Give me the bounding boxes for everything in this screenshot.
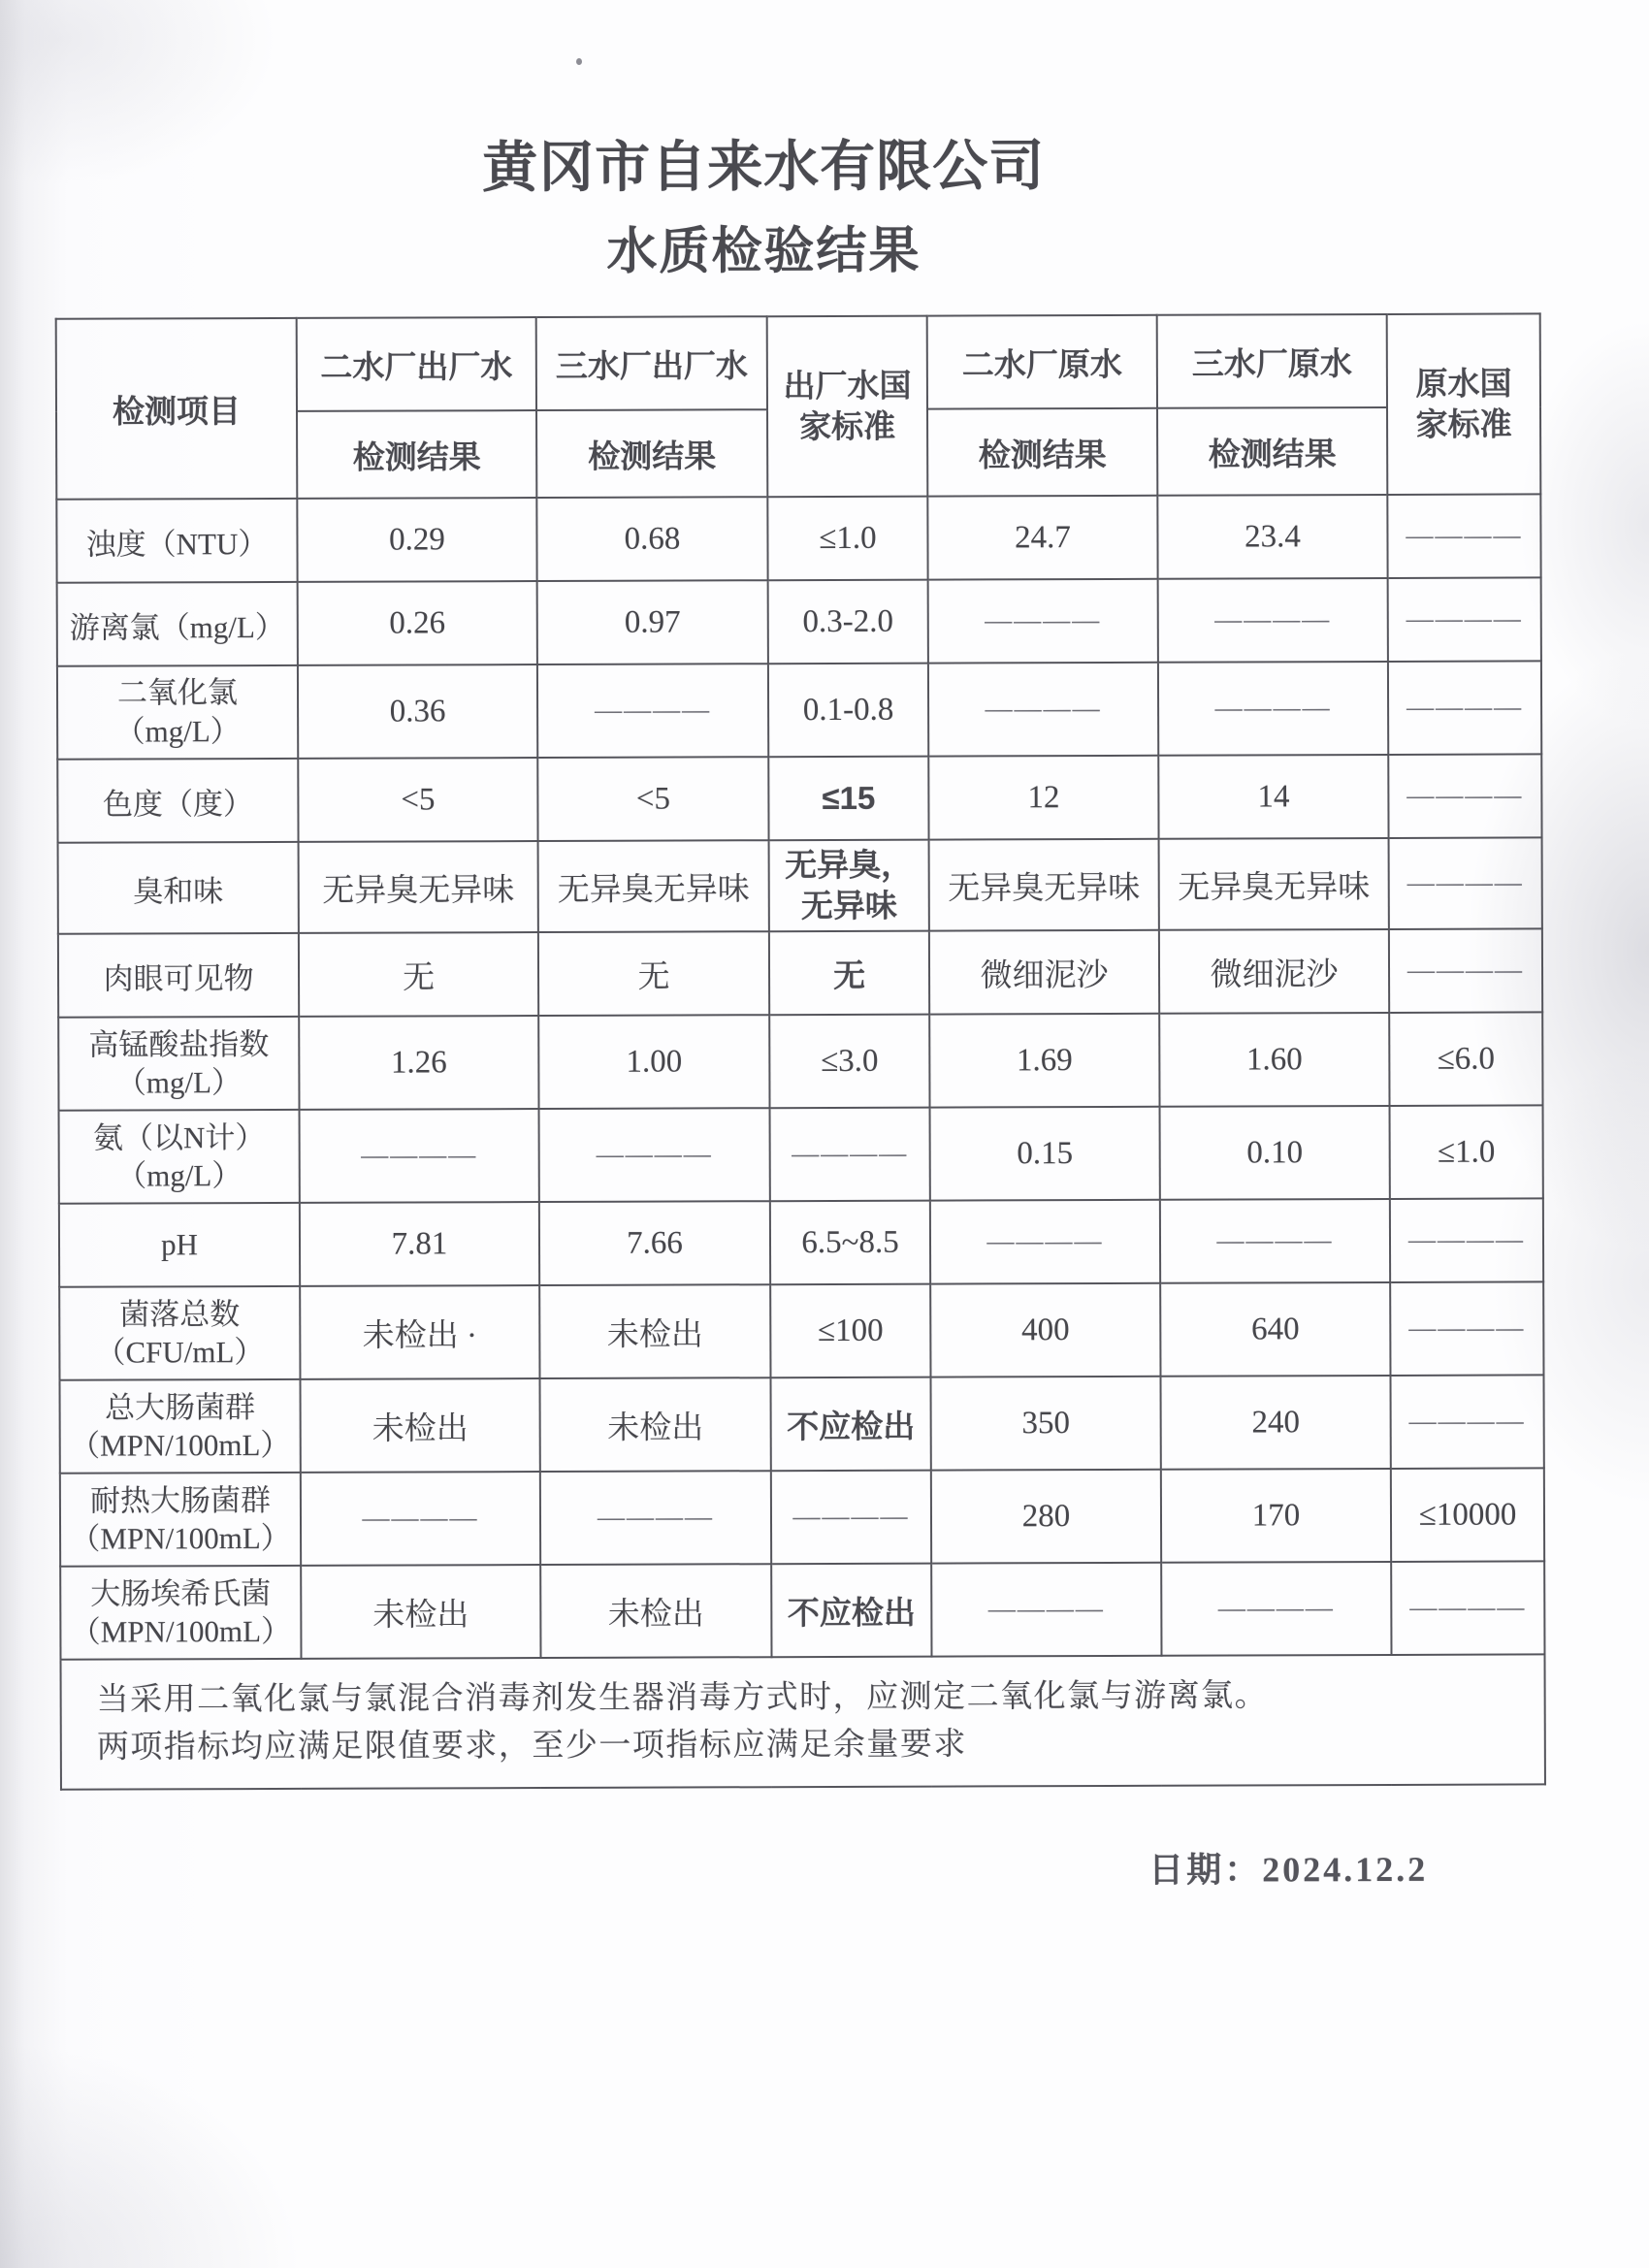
table-row-total-coliforms [59, 1376, 1543, 1474]
header-raw-national-standard: 原水国 家标准 [1387, 313, 1541, 495]
cell-p2out: 无异臭无异味 [299, 841, 538, 933]
cell-p3out: 7.66 [539, 1202, 770, 1286]
cell-p3out: 0.68 [536, 497, 767, 581]
cell-p2raw: 1.69 [929, 1014, 1159, 1108]
cell-p2raw: ———— [928, 663, 1158, 757]
company-title: 黄冈市自来水有限公司 [482, 135, 1046, 200]
table-row-free-chlorine [57, 577, 1541, 665]
cell-outstd: ———— [771, 1471, 931, 1565]
cell-p2raw: ———— [931, 1563, 1161, 1657]
cell-p3raw: 640 [1160, 1282, 1390, 1377]
cell-p3out: 未检出 [539, 1285, 770, 1379]
cell-outstd: 不应检出 [770, 1377, 930, 1472]
cell-p2out: 0.36 [298, 664, 537, 759]
cell-rawstd: ≤10000 [1391, 1469, 1544, 1563]
cell-rawstd: ———— [1388, 661, 1541, 755]
cell-item: 浊度（NTU） [56, 499, 297, 583]
table-row-chlorine-dioxide [57, 661, 1541, 759]
table-row-ph [59, 1199, 1543, 1287]
cell-p3raw: 23.4 [1157, 495, 1387, 579]
cell-rawstd: ≤1.0 [1390, 1106, 1543, 1200]
cell-p3out: 1.00 [538, 1016, 769, 1110]
cell-p3raw: ———— [1160, 1199, 1390, 1283]
cell-item: 大肠埃希氏菌 （MPN/100mL） [60, 1566, 301, 1660]
cell-p2raw: 12 [928, 756, 1158, 840]
cell-item: 臭和味 [58, 842, 299, 934]
cell-p2raw: 280 [931, 1470, 1161, 1564]
cell-rawstd: ———— [1390, 1199, 1543, 1283]
cell-p3out: <5 [537, 757, 768, 841]
cell-rawstd: ———— [1388, 577, 1541, 662]
header-plant3-outlet: 三水厂出厂水 [536, 316, 767, 410]
footnote [61, 1655, 1545, 1790]
note-row [61, 1655, 1545, 1790]
cell-p2out: 未检出 [300, 1378, 539, 1473]
cell-p3out: 无 [538, 932, 769, 1017]
cell-item: 游离氯（mg/L） [57, 582, 298, 666]
cell-item: 色度（度） [57, 759, 298, 843]
header-result-plant3-raw: 检测结果 [1157, 407, 1387, 496]
cell-outstd: 无 [769, 931, 929, 1016]
cell-rawstd: ———— [1388, 754, 1541, 838]
cell-p3raw: 240 [1160, 1376, 1390, 1470]
cell-p2out: 0.26 [298, 581, 537, 665]
report-title: 水质检验结果 [606, 222, 922, 280]
cell-rawstd: ———— [1391, 1562, 1544, 1656]
header-row-1 [56, 313, 1540, 411]
cell-p3raw: ———— [1161, 1562, 1391, 1656]
cell-rawstd: ———— [1387, 494, 1540, 578]
cell-p2raw: ———— [928, 579, 1158, 664]
cell-p2out: ———— [301, 1472, 540, 1566]
title-block [21, 120, 1506, 285]
cell-p2raw: 400 [930, 1283, 1160, 1377]
cell-p2out: <5 [298, 758, 537, 842]
header-plant3-raw: 三水厂原水 [1157, 314, 1387, 408]
cell-outstd: 0.3-2.0 [768, 580, 928, 664]
cell-rawstd: ———— [1389, 837, 1542, 929]
cell-outstd: ———— [770, 1108, 930, 1202]
cell-p3raw: 1.60 [1159, 1013, 1389, 1107]
cell-p2out: 未检出 [301, 1565, 540, 1659]
cell-item: 氨（以N计） （mg/L） [59, 1110, 300, 1204]
cell-p2out: 0.29 [297, 498, 536, 582]
cell-item: 二氧化氯 （mg/L） [57, 665, 298, 760]
table-row-total-colony-count [59, 1282, 1543, 1380]
footnote-line-1: 当采用二氧化氯与氯混合消毒剂发生器消毒方式时，应测定二氧化氯与游离氯。 [96, 1678, 1269, 1718]
header-result-plant2-raw: 检测结果 [927, 408, 1157, 497]
cell-p3out: 0.97 [537, 580, 768, 664]
cell-outstd: 0.1-0.8 [768, 664, 928, 758]
table-row-ammonia [59, 1106, 1543, 1204]
table-row-e-coli [60, 1562, 1544, 1660]
cell-outstd: ≤100 [770, 1284, 930, 1378]
cell-p3raw: 14 [1158, 755, 1388, 839]
water-quality-table [55, 312, 1546, 1791]
header-result-plant3-outlet: 检测结果 [536, 409, 767, 498]
header-test-item: 检测项目 [56, 318, 298, 500]
table-row-visible-matter [58, 929, 1542, 1018]
cell-outstd: 无异臭， 无异味 [769, 840, 929, 932]
header-plant2-raw: 二水厂原水 [927, 315, 1157, 409]
cell-p3raw: ———— [1158, 578, 1388, 663]
table-header [56, 313, 1541, 499]
table-row-color [57, 754, 1541, 842]
cell-p3out: 未检出 [539, 1378, 770, 1473]
footnote-line-2: 两项指标均应满足限值要求，至少一项指标应满足余量要求 [96, 1727, 967, 1766]
cell-p3out: 无异臭无异味 [538, 840, 769, 932]
cell-item: 总大肠菌群 （MPN/100mL） [59, 1379, 300, 1474]
cell-p2out: ———— [300, 1110, 539, 1204]
header-outlet-national-standard: 出厂水国 家标准 [767, 316, 928, 498]
header-plant2-outlet: 二水厂出厂水 [297, 317, 536, 411]
cell-p2out: 无 [299, 933, 538, 1018]
cell-rawstd: ———— [1389, 929, 1542, 1014]
cell-p3out: ———— [537, 664, 768, 758]
cell-item: 高锰酸盐指数 （mg/L） [58, 1017, 299, 1111]
cell-item: 肉眼可见物 [58, 933, 299, 1018]
cell-item: 耐热大肠菌群 （MPN/100mL） [60, 1473, 301, 1567]
cell-p2raw: 无异臭无异味 [929, 839, 1159, 931]
cell-outstd: ≤15 [768, 757, 928, 841]
cell-outstd: 6.5~8.5 [770, 1201, 930, 1285]
cell-p2out: 7.81 [300, 1203, 539, 1287]
table-body [56, 494, 1544, 1660]
cell-p2raw: ———— [930, 1200, 1160, 1284]
cell-p2out: 1.26 [299, 1017, 538, 1111]
table-row-odor-taste [58, 837, 1542, 934]
table-row-thermotolerant-coliforms [60, 1469, 1544, 1567]
cell-p2raw: 350 [930, 1377, 1160, 1471]
cell-outstd: ≤1.0 [767, 497, 927, 581]
cell-rawstd: ≤6.0 [1389, 1013, 1542, 1107]
cell-item: 菌落总数 （CFU/mL） [59, 1286, 300, 1380]
cell-outstd: ≤3.0 [769, 1015, 929, 1109]
cell-p2raw: 24.7 [927, 496, 1157, 580]
header-result-plant2-outlet: 检测结果 [297, 410, 536, 499]
report-date: 日期：2024.12.2 [1148, 1850, 1429, 1891]
cell-p3raw: 微细泥沙 [1159, 929, 1389, 1014]
cell-p3raw: 无异臭无异味 [1159, 838, 1389, 930]
cell-p3raw: ———— [1158, 662, 1388, 756]
cell-rawstd: ———— [1390, 1376, 1543, 1470]
cell-p3raw: 170 [1161, 1469, 1391, 1563]
cell-p2raw: 0.15 [930, 1107, 1160, 1201]
cell-item: pH [59, 1203, 300, 1287]
cell-outstd: 不应检出 [771, 1564, 931, 1658]
cell-p3out: ———— [539, 1109, 770, 1203]
cell-p3raw: 0.10 [1160, 1106, 1390, 1200]
cell-p2raw: 微细泥沙 [929, 930, 1159, 1015]
cell-p2out: 未检出 · [300, 1286, 539, 1380]
table-row-turbidity [56, 494, 1540, 582]
cell-p3out: ———— [540, 1472, 771, 1566]
cell-rawstd: ———— [1390, 1282, 1543, 1377]
table-footer [61, 1655, 1545, 1790]
table-row-permanganate-index [58, 1013, 1542, 1111]
cell-p3out: 未检出 [540, 1565, 771, 1659]
